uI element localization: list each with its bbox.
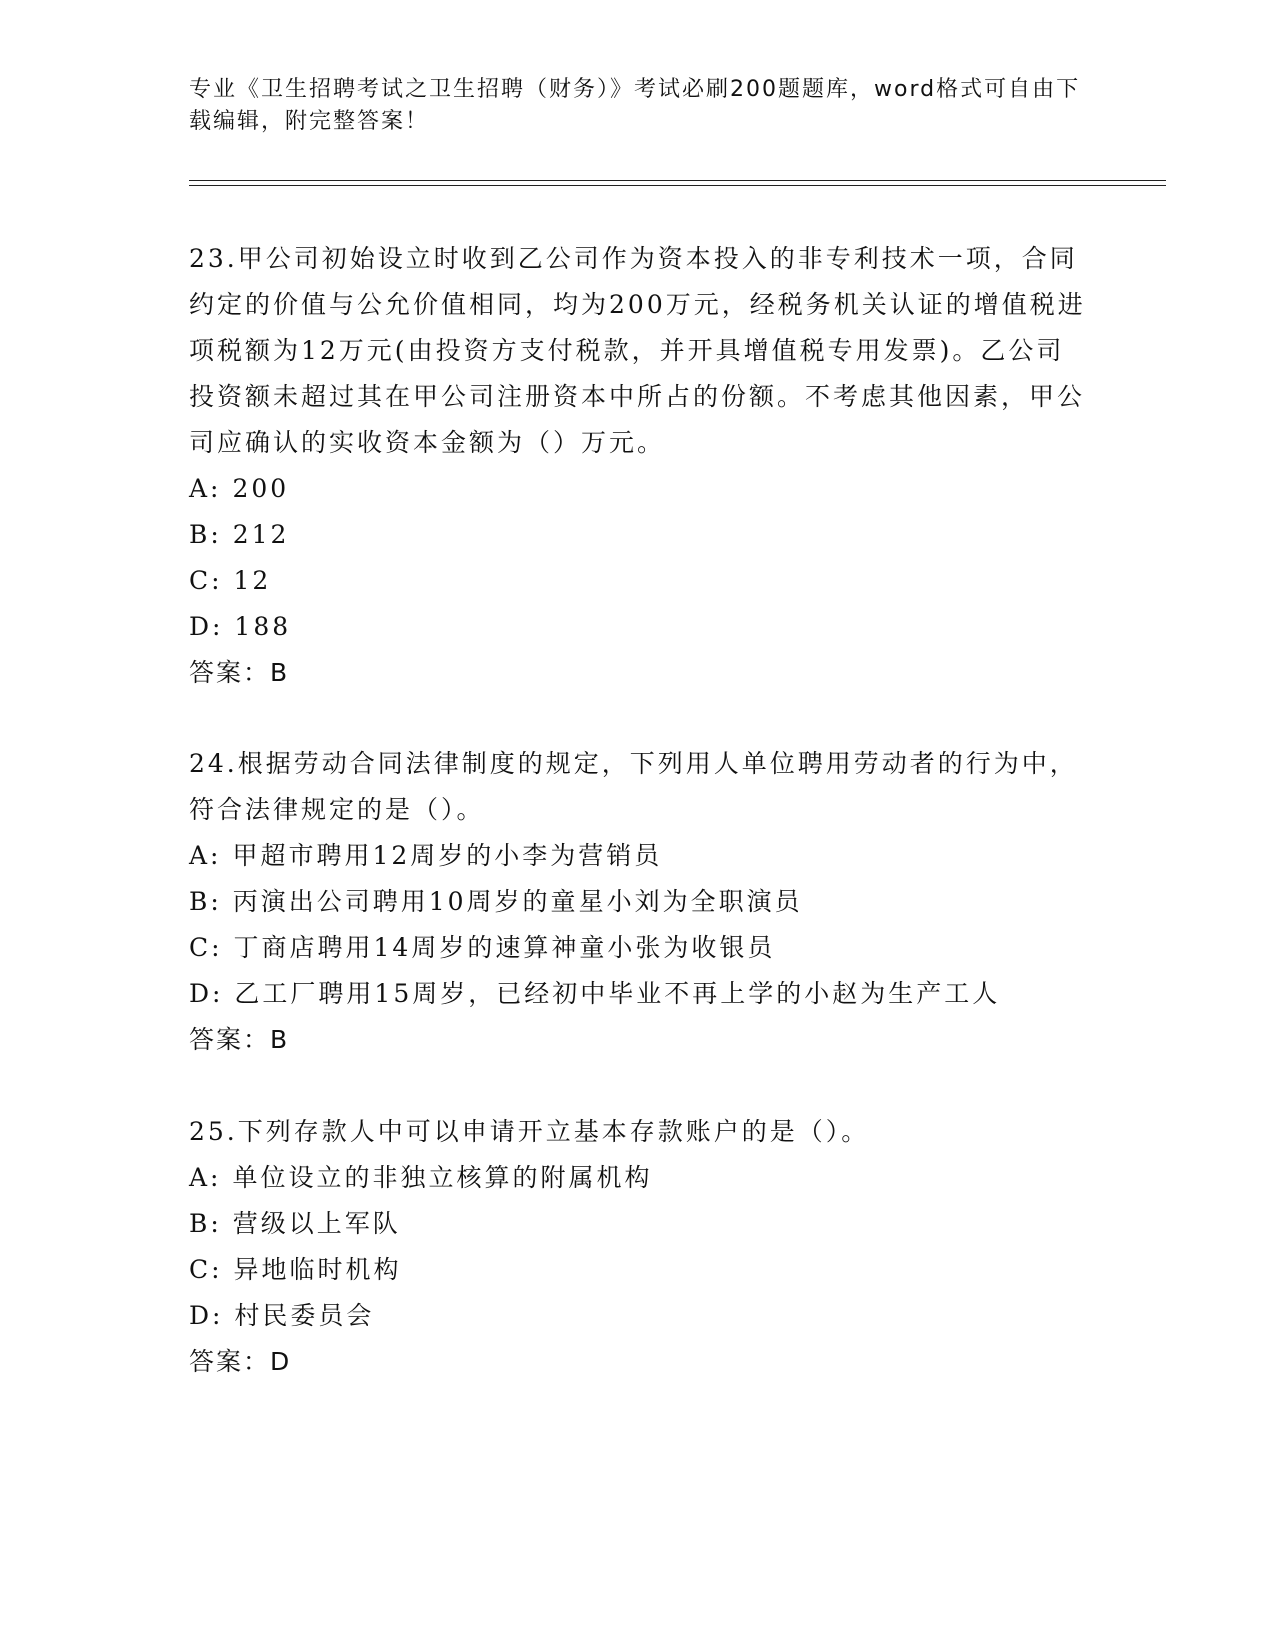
option-d bbox=[189, 971, 1089, 1017]
answer-line: 答案：D bbox=[189, 1347, 292, 1376]
option-text: 188 bbox=[234, 612, 292, 641]
option-a bbox=[189, 466, 1089, 512]
option-text: 212 bbox=[232, 520, 290, 549]
header-divider-bottom bbox=[189, 185, 1166, 186]
option-letter: D: bbox=[189, 612, 224, 641]
option-d bbox=[189, 604, 1089, 650]
option-c bbox=[189, 925, 1089, 971]
option-letter: A: bbox=[189, 841, 222, 870]
question-stem: 25.下列存款人中可以申请开立基本存款账户的是（）。 bbox=[189, 1117, 870, 1146]
question-23 bbox=[189, 236, 1089, 696]
answer-line: 答案：B bbox=[189, 1025, 290, 1054]
option-letter: D: bbox=[189, 979, 224, 1008]
option-text: 丙演出公司聘用10周岁的童星小刘为全职演员 bbox=[232, 887, 803, 916]
option-text: 丁商店聘用14周岁的速算神童小张为收银员 bbox=[233, 933, 776, 962]
option-text: 异地临时机构 bbox=[233, 1255, 402, 1284]
option-text: 乙工厂聘用15周岁，已经初中毕业不再上学的小赵为生产工人 bbox=[234, 979, 1001, 1008]
option-letter: C: bbox=[189, 933, 223, 962]
option-letter: A: bbox=[189, 1163, 222, 1192]
option-d bbox=[189, 1293, 1089, 1339]
option-letter: D: bbox=[189, 1301, 224, 1330]
option-text: 单位设立的非独立核算的附属机构 bbox=[232, 1163, 653, 1192]
option-c bbox=[189, 558, 1089, 604]
option-letter: B: bbox=[189, 1209, 222, 1238]
header-divider-top bbox=[189, 180, 1166, 181]
option-letter: B: bbox=[189, 520, 222, 549]
question-stem: 24.根据劳动合同法律制度的规定，下列用人单位聘用劳动者的行为中，符合法律规定的是（）。 bbox=[189, 749, 1078, 824]
question-25 bbox=[189, 1109, 1089, 1385]
answer-line: 答案：B bbox=[189, 658, 290, 687]
option-a bbox=[189, 833, 1089, 879]
option-b bbox=[189, 512, 1089, 558]
option-b bbox=[189, 1201, 1089, 1247]
option-text: 200 bbox=[232, 474, 290, 503]
option-text: 村民委员会 bbox=[234, 1301, 375, 1330]
option-letter: B: bbox=[189, 887, 222, 916]
question-24 bbox=[189, 741, 1089, 1063]
option-a bbox=[189, 1155, 1089, 1201]
option-text: 甲超市聘用12周岁的小李为营销员 bbox=[232, 841, 663, 870]
option-c bbox=[189, 1247, 1089, 1293]
question-stem: 23.甲公司初始设立时收到乙公司作为资本投入的非专利技术一项，合同约定的价值与公允价值相同，均为200万元，经税务机关认证的增值税进项税额为12万元(由投资方支付税款，并开具增值税专用发票)。乙公司投资额未超过其在甲公司注册资本中所占的份额。不考虑其他因素，甲公司应确认的实收资本金额为（）万元。 bbox=[189, 244, 1086, 457]
option-b bbox=[189, 879, 1089, 925]
option-text: 12 bbox=[233, 566, 272, 595]
option-letter: C: bbox=[189, 566, 223, 595]
header-note: 专业《卫生招聘考试之卫生招聘（财务）》考试必刷200题题库，word格式可自由下载编辑，附完整答案！ bbox=[189, 77, 1081, 134]
option-text: 营级以上军队 bbox=[232, 1209, 401, 1238]
option-letter: C: bbox=[189, 1255, 223, 1284]
option-letter: A: bbox=[189, 474, 222, 503]
